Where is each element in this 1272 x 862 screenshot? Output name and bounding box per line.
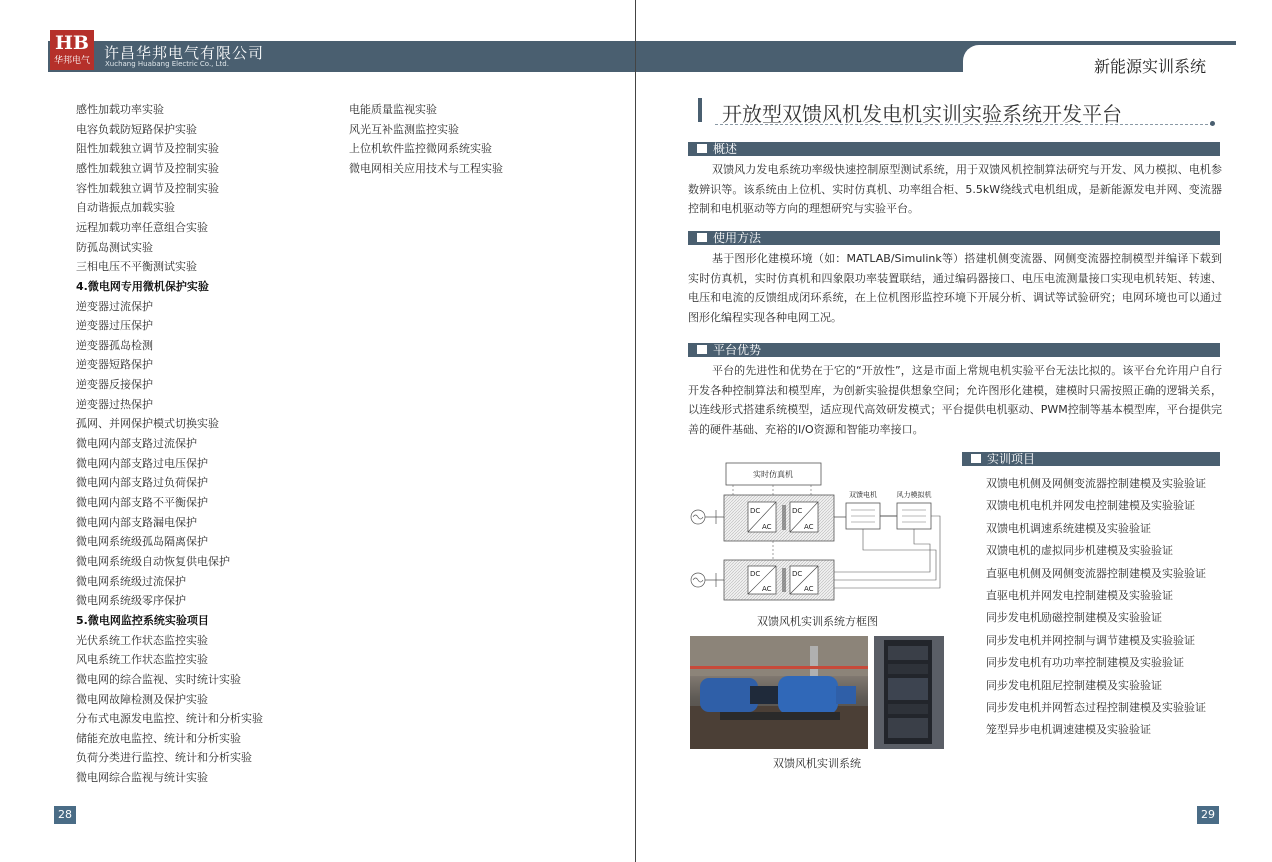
list-item: 三相电压不平衡测试实验 [76,260,197,274]
title-rule-dot [1210,121,1215,126]
project-item: 直驱电机并网发电控制建模及实验验证 [986,589,1173,602]
section-heading-projects: 实训项目 [962,452,1220,466]
project-item: 双馈电机电机并网发电控制建模及实验验证 [986,499,1195,513]
list-item: 储能充放电监控、统计和分析实验 [76,731,241,745]
list-item: 容性加载独立调节及控制实验 [76,181,219,195]
svg-text:AC: AC [762,523,772,531]
title-accent-bar [698,98,702,122]
page-title: 开放型双馈风机发电机实训实验系统开发平台 [722,102,1122,126]
list-item: 逆变器孤岛检测 [76,338,153,352]
overview-paragraph: 双馈风力发电系统功率级快速控制原型测试系统，用于双馈风机控制算法研究与开发、风力模拟、电机参数辨识等。该系统由上位机、实时仿真机、功率组合柜、5.5kW绕线式电机组成，是新能源发电并网、变流器控制和电机驱动等方向的理想研究与实验平台。 [688,163,1222,215]
list-item: 阻性加载独立调节及控制实验 [76,142,219,156]
list-item: 远程加载功率任意组合实验 [76,220,208,234]
company-logo [50,30,94,70]
list-item: 逆变器过热保护 [76,397,153,411]
list-item: 上位机软件监控微网系统实验 [349,142,492,155]
list-item: 微电网系统级零序保护 [76,594,186,608]
svg-text:DC: DC [750,570,761,578]
section-heading-overview: 概述 [688,142,1220,156]
project-item: 同步发电机并网控制与调节建模及实验验证 [986,633,1195,647]
list-item: 微电网内部支路不平衡保护 [76,496,208,509]
list-item: 微电网内部支路过电压保护 [76,456,208,470]
list-item: 分布式电源发电监控、统计和分析实验 [76,712,263,726]
title-rule [715,124,1213,125]
company-name-cn: 许昌华邦电气有限公司 [104,44,265,62]
list-item: 微电网综合监视与统计实验 [76,771,208,785]
page-number-right: 29 [1197,806,1219,824]
cabinet-photo [874,636,944,749]
section-heading-advantages: 平台优势 [688,343,1220,357]
list-item: 自动谐振点加载实验 [76,201,175,215]
system-title: 新能源实训系统 [1094,57,1207,76]
list-item: 微电网系统级自动恢复供电保护 [76,554,230,568]
svg-text:风力模拟机: 风力模拟机 [896,491,932,499]
svg-text:AC: AC [804,585,814,593]
svg-text:DC: DC [750,507,761,515]
logo-subtext: 华邦电气 [53,56,90,66]
list-item: 电容负载防短路保护实验 [76,122,197,136]
list-item: 微电网的综合监视、实时统计实验 [76,672,241,686]
project-item: 笼型异步电机调速建模及实验验证 [986,723,1151,737]
advantages-paragraph: 平台的先进性和优势在于它的“开放性”，这是市面上常规电机实验平台无法比拟的。该平台允许用户自行开发各种控制算法和模型库，为创新实验提供想象空间；允许图形化建模，建模时只需按照正确的逻辑关系，以连线形式搭建系统模型，适应现代高效研发模式；平台提供电机驱动、PWM控制等基本模型库，平台提供完善的硬件基础、充裕的I/O资源和智能功率接口。 [688,364,1222,436]
company-name-en: Xuchang Huabang Electric Co., Ltd. [105,60,229,68]
motor-setup-photo [690,636,868,749]
list-item: 孤网、并网保护模式切换实验 [76,417,219,431]
project-item: 双馈电机调速系统建模及实验验证 [986,521,1151,535]
list-item: 微电网系统级孤岛隔离保护 [76,535,208,549]
system-block-diagram [686,460,948,610]
list-item: 光伏系统工作状态监控实验 [76,633,208,647]
list-item: 感性加载功率实验 [76,103,164,116]
section-heading-usage: 使用方法 [688,231,1220,245]
list-item: 逆变器过流保护 [76,299,153,313]
diagram-caption: 双馈风机实训系统方框图 [757,615,878,628]
list-item: 微电网系统级过流保护 [76,574,186,588]
list-section-heading: 4.微电网专用微机保护实验 [76,279,209,293]
page-number-left: 28 [54,806,76,824]
project-item: 同步发电机有功功率控制建模及实验验证 [986,656,1184,670]
page-spine [635,0,636,862]
list-item: 微电网内部支路漏电保护 [76,515,197,529]
svg-text:AC: AC [804,523,814,531]
list-item: 微电网故障检测及保护实验 [76,692,208,706]
project-item: 双馈电机的虚拟同步机建模及实验验证 [986,544,1173,558]
logo-text: HB [54,32,89,54]
photo-caption: 双馈风机实训系统 [773,757,861,770]
project-item: 同步发电机阻尼控制建模及实验验证 [986,678,1162,692]
svg-text:DC: DC [792,570,803,578]
list-item: 逆变器过压保护 [76,319,153,333]
list-item: 微电网内部支路过流保护 [76,437,197,451]
list-item: 防孤岛测试实验 [76,240,153,254]
project-item: 同步发电机并网暂态过程控制建模及实验验证 [986,701,1206,714]
project-item: 直驱电机侧及网侧变流器控制建模及实验验证 [986,566,1206,580]
list-item: 风光互补监测监控实验 [349,123,459,136]
list-item: 电能质量监视实验 [349,103,437,116]
list-item: 逆变器反接保护 [76,378,153,392]
list-item: 逆变器短路保护 [76,358,153,372]
project-item: 双馈电机侧及网侧变流器控制建模及实验验证 [986,477,1206,490]
list-section-heading: 5.微电网监控系统实验项目 [76,613,209,627]
rt-simulator-label: 实时仿真机 [753,470,793,479]
project-item: 同步发电机励磁控制建模及实验验证 [986,611,1162,625]
list-item: 微电网相关应用技术与工程实验 [349,162,503,175]
usage-paragraph: 基于图形化建模环境（如：MATLAB/Simulink等）搭建机侧变流器、网侧变流器控制模型并编译下载到实时仿真机，实时仿真机和四象限功率装置联结，通过编码器接口、电压电流测量接口实现电机转矩、转速、电压和电流的反馈组成闭环系统，在上位机图形监控环境下开展分析、调试等试验研究；电网环境也可以通过图形化编程实现各种电网工况。 [688,252,1222,324]
svg-text:AC: AC [762,585,772,593]
list-item: 微电网内部支路过负荷保护 [76,476,208,490]
list-item: 风电系统工作状态监控实验 [76,653,208,667]
list-item: 感性加载独立调节及控制实验 [76,161,219,175]
svg-text:双馈电机: 双馈电机 [849,491,877,499]
svg-text:DC: DC [792,507,803,515]
list-item: 负荷分类进行监控、统计和分析实验 [76,751,252,765]
